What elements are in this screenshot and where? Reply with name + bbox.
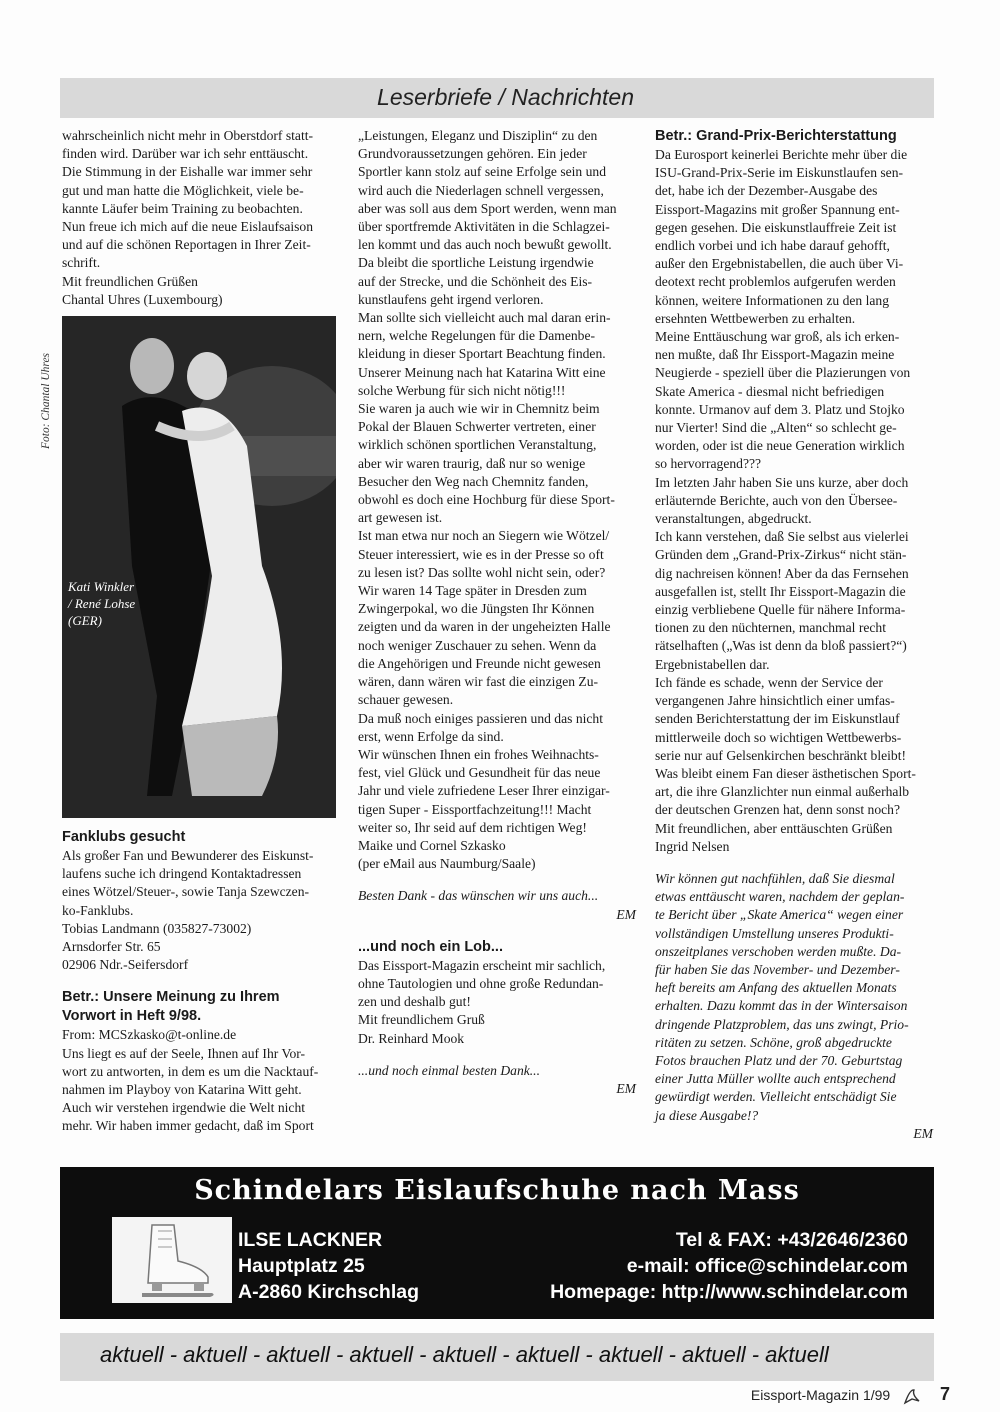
- text-line: erst, wenn Erfolge da sind.: [358, 728, 504, 744]
- editor-signature: EM: [616, 1080, 636, 1096]
- text-line: nern, welche Regelungen für die Damenbe-: [358, 328, 596, 344]
- text-line: zu lesen ist? Das sollte wohl nicht sein, oder?: [358, 564, 606, 580]
- ad-title: Schindelars Eislaufschuhe nach Mass: [194, 1175, 800, 1206]
- column-1: [62, 127, 337, 309]
- text-line: len kommt und das auch noch bewußt gewollt.: [358, 237, 612, 253]
- text-line: Ich kann verstehen, daß Sie selbst aus vielerlei: [655, 529, 909, 545]
- text-line: kannte Läufer beim Training zu beobachten.: [62, 200, 303, 216]
- text-line: ritäten zu setzen. Schöne, groß abgedruckte: [655, 1034, 892, 1050]
- text-line: Steuer interessiert, wie es in der Presse so oft: [358, 546, 604, 562]
- text-line: art, die ihre Glanzlichter nun einmal außerhalb: [655, 784, 910, 800]
- text-line: Man sollte sich vielleicht auch mal daran erin-: [358, 310, 611, 326]
- text-line: mehr. Wir haben immer gedacht, daß im Sport: [62, 1118, 314, 1134]
- photo-credit: Foto: Chantal Uhres: [40, 352, 52, 449]
- text-line: aber wir waren traurig, daß nur so wenige: [358, 455, 586, 471]
- text-line: ISU-Grand-Prix-Serie im Eiskunstlaufen sen-: [655, 165, 904, 181]
- text-line: Sportler kann stolz auf seine Erfolge sein und: [358, 164, 607, 180]
- text-line: Skate America - diesmal nicht befriedigen: [655, 383, 885, 399]
- ad-contact: [550, 1227, 908, 1305]
- text-line: Mit freundlichen Grüßen: [62, 273, 198, 289]
- news-ticker-bar: [60, 1333, 934, 1381]
- text-line: finden wird. Darüber war ich sehr enttäuscht.: [62, 146, 309, 162]
- text-line: Meine Enttäuschung war groß, als ich erken-: [655, 329, 900, 345]
- text-line: gut und man hatte die Möglichkeit, viele be-: [62, 182, 304, 198]
- text-line: Dr. Reinhard Mook: [358, 1030, 465, 1046]
- text-line: etwas enttäuscht waren, nachdem der geplan-: [655, 889, 905, 905]
- skater-logo-icon: [902, 1387, 922, 1405]
- text-line: Fotos brauchen Platz und der 70. Geburtstag: [655, 1052, 903, 1068]
- text-line: über sportfremde Aktivitäten in die Schlagzei-: [358, 219, 610, 235]
- text-line: Wir können gut nachfühlen, daß Sie diesmal: [655, 870, 895, 886]
- text-line: Arnsdorfer Str. 65: [62, 939, 161, 955]
- text-line: die Angehörigen und Freunde nicht gewesen: [358, 655, 601, 671]
- column-3: [655, 127, 933, 1143]
- text-line: (per eMail aus Naumburg/Saale): [358, 856, 536, 872]
- text-line: ohne Tautologien und ohne große Redundan-: [358, 975, 604, 991]
- photo-caption: Kati Winkler / René Lohse (GER): [68, 579, 136, 628]
- text-line: Neugierde - speziell über die Plazierungen von: [655, 365, 911, 381]
- meinung-heading: Vorwort in Heft 9/98.: [62, 1008, 202, 1025]
- text-line: Wir waren 14 Tage später in Dresden zum: [358, 583, 587, 599]
- text-line: senden Berichterstattung der im Eiskunstlauf: [655, 711, 900, 727]
- photo-illustration: [62, 316, 336, 818]
- text-line: tigen Super - Eissportfachzeitung!!! Macht: [358, 801, 592, 817]
- text-line: außer den Ergebnistabellen, die auch über Vi-: [655, 256, 904, 272]
- text-line: endlich vorbei und ich habe darauf gehofft,: [655, 238, 890, 254]
- text-line: Sie waren ja auch wie wir in Chemnitz beim: [358, 401, 600, 417]
- ice-skate-icon: [112, 1217, 232, 1303]
- text-line: veranstaltungen, abgedruckt.: [655, 511, 812, 527]
- text-line: Unserer Meinung nach hat Katarina Witt eine: [358, 364, 606, 380]
- text-line: Ingrid Nelsen: [655, 838, 730, 854]
- text-line: kunstlaufens geht irgend verloren.: [358, 291, 544, 307]
- text-line: nahmen im Playboy von Katarina Witt geht.: [62, 1082, 302, 1098]
- text-line: schauer gewesen.: [358, 692, 454, 708]
- text-line: für haben Sie das November- und Dezember-: [655, 961, 900, 977]
- text-line: Im letzten Jahr haben Sie uns kurze, aber doch: [655, 474, 909, 490]
- text-line: können, weitere Informationen zu den lang: [655, 292, 890, 308]
- text-line: onszeitplanes verschoben werden mußte. Da-: [655, 943, 902, 959]
- text-line: Nun freue ich mich auf die neue Eislaufsaison: [62, 219, 314, 235]
- text-line: laufens suche ich dringend Kontaktadressen: [62, 866, 302, 882]
- editor-signature: EM: [616, 906, 636, 922]
- text-line: erhalten. Dazu kommt das in der Wintersaison: [655, 998, 908, 1014]
- text-line: wirklich schönen sportlichen Veranstaltung,: [358, 437, 597, 453]
- text-line: vollständigen Umstellung unseres Produkti-: [655, 925, 894, 941]
- text-line: der deutschen Grenzen hat, denn sonst noch?: [655, 802, 900, 818]
- fanklubs-heading: Fanklubs gesucht: [62, 829, 186, 845]
- text-line: auf der Strecke, und die Schönheit des Eis-: [358, 273, 593, 289]
- text-line: Tobias Landmann (035827-73002): [62, 920, 252, 936]
- text-line: Ich fände es schade, wenn der Service der: [655, 674, 883, 690]
- text-line: kleidung in dieser Sportart Beachtung finden.: [358, 346, 606, 362]
- text-line: weiter so, Ihr seid auf dem richtigen Weg!: [358, 819, 587, 835]
- text-line: heft bereits am Anfang des aktuellen Monats: [655, 980, 897, 996]
- text-line: so hervorragend???: [655, 456, 762, 472]
- grand-prix-heading: Betr.: Grand-Prix-Berichterstattung: [655, 128, 897, 144]
- page-number: 7: [939, 1384, 950, 1404]
- text-line: fest, viel Glück und Gesundheit für das neue: [358, 765, 601, 781]
- text-line: obwohl es doch eine Hochburg für diese Sport-: [358, 492, 615, 508]
- text-line: Was bleibt einem Fan dieser ästhetischen Sport-: [655, 765, 916, 781]
- editor-signature: EM: [913, 1125, 933, 1141]
- text-line: wären, dann wären wir fast die einzigen Zu-: [358, 674, 599, 690]
- text-line: Maike und Cornel Szkasko: [358, 837, 506, 853]
- text-line: mittlerweile doch so wichtigen Wettbewerbs-: [655, 729, 902, 745]
- text-line: Grundvoraussetzungen gehören. Ein jeder: [358, 146, 587, 162]
- meinung-heading: Betr.: Unsere Meinung zu Ihrem: [62, 989, 280, 1006]
- ad-phone: Tel & FAX: +43/2646/2360: [675, 1229, 908, 1251]
- text-line: art gewesen ist.: [358, 510, 443, 526]
- text-line: dringende Platzproblem, das uns zwingt, Prio-: [655, 1016, 909, 1032]
- ice-skate-image: [112, 1217, 232, 1303]
- text-line: ersehnten Wettbewerben zu erhalten.: [655, 310, 856, 326]
- text-line: Eissport-Magazins mit großer Spannung ent-: [655, 201, 900, 217]
- text-line: Wir wünschen Ihnen ein frohes Weihnachts-: [358, 746, 599, 762]
- text-line: deotext recht problemlos aufgerufen werden: [655, 274, 896, 290]
- text-line: Zwingerpokal, wo die Jüngsten Ihr Können: [358, 601, 595, 617]
- text-line: 02906 Ndr.-Seifersdorf: [62, 957, 189, 973]
- ad-homepage-link[interactable]: Homepage: http://www.schindelar.com: [550, 1281, 908, 1303]
- text-line: zeigten und da waren in der ungeheizten Halle: [358, 619, 611, 635]
- text-line: gegen gesehen. Die eiskunstlauffreie Zeit ist: [655, 219, 897, 235]
- page-footer: [751, 1384, 950, 1405]
- text-line: From: MCSzkasko@t-online.de: [62, 1027, 237, 1043]
- text-line: dig nachreisen können! Aber da das Fernsehen: [655, 565, 909, 581]
- text-line: Jahr und viele zufriedene Leser Ihrer einzigar-: [358, 783, 610, 799]
- text-line: wahrscheinlich nicht mehr in Oberstdorf statt-: [62, 128, 314, 143]
- ad-address: ILSE LACKNER Hauptplatz 25 A-2860 Kirchschlag: [238, 1229, 419, 1303]
- letter-szkasko: [358, 127, 636, 873]
- editor-reply: [655, 870, 933, 1125]
- letter-uhres-text: [62, 127, 337, 309]
- text-line: worden, oder ist die neue Generation wirklich: [655, 438, 905, 454]
- text-line: und auf die schönen Reportagen in Ihrer Zeit-: [62, 237, 311, 253]
- text-line: gewürdigt werden. Vielleicht entschädigt Sie: [655, 1089, 897, 1105]
- text-line: Gründen dem „Grand-Prix-Zirkus“ nicht stän-: [655, 547, 907, 563]
- text-line: Ergebnistabellen dar.: [655, 656, 770, 672]
- text-line: einzig verbliebene Quelle für nähere Informa-: [655, 602, 906, 618]
- column-2: [358, 127, 636, 1098]
- text-line: Da Eurosport keinerlei Berichte mehr über die: [655, 147, 908, 162]
- text-line: zen und deshalb gut!: [358, 994, 471, 1010]
- text-line: Da muß noch einiges passieren und das nicht: [358, 710, 604, 726]
- column-1-lower: [62, 828, 337, 1136]
- text-line: Die Stimmung in der Eishalle war immer sehr: [62, 164, 313, 180]
- text-line: Chantal Uhres (Luxembourg): [62, 291, 223, 307]
- editor-reply: ...und noch einmal besten Dank...: [358, 1062, 540, 1078]
- advertisement: [60, 1167, 934, 1319]
- lob-heading: ...und noch ein Lob...: [358, 938, 503, 955]
- magazine-name: Eissport-Magazin 1/99: [750, 1387, 891, 1403]
- text-line: vergangenen Jahre hinsichtlich einer umfas-: [655, 693, 895, 709]
- text-line: wird auch die Niederlagen schnell vergessen,: [358, 182, 604, 198]
- text-line: aber was soll aus dem Sport werden, wenn man: [358, 200, 617, 216]
- skating-pair-photo: [62, 316, 336, 818]
- text-line: tionen zu den nüchternen, manchmal recht: [655, 620, 887, 636]
- text-line: „Leistungen, Eleganz und Disziplin“ zu den: [358, 128, 598, 143]
- text-line: wort zu antworten, in dem es um die Nacktauf-: [62, 1063, 319, 1079]
- text-line: nen mußte, daß Ihr Eissport-Magazin meine: [655, 347, 895, 363]
- text-line: erläuternde Berichte, auch von den Übersee-: [655, 492, 898, 508]
- text-line: Mit freundlichen, aber enttäuschten Grüßen: [655, 820, 893, 836]
- text-line: schrift.: [62, 255, 101, 271]
- text-line: Pokal der Blauen Schwerter vertreten, einer: [358, 419, 596, 435]
- text-line: Als großer Fan und Bewunderer des Eiskunst-: [62, 848, 314, 863]
- text-line: Das Eissport-Magazin erscheint mir sachlich,: [358, 957, 606, 973]
- letter-nelsen: [655, 146, 933, 856]
- text-line: ja diese Ausgabe!?: [655, 1107, 759, 1123]
- text-line: solche Werbung für sich nicht nötig!!!: [358, 382, 566, 398]
- text-line: serie nur auf Gelsenkirchen beschränkt bleibt!: [655, 747, 907, 763]
- text-line: noch weniger Zuschauer zu sehen. Wenn da: [358, 637, 597, 653]
- ticker-text: aktuell - aktuell - aktuell - aktuell - aktuell - aktuell - aktuell - aktuell - aktuell: [100, 1342, 829, 1367]
- text-line: Mit freundlichem Gruß: [358, 1012, 485, 1028]
- ad-email-link[interactable]: e-mail: office@schindelar.com: [626, 1255, 908, 1277]
- section-title: Leserbriefe / Nachrichten: [377, 84, 634, 110]
- text-line: Besucher den Weg nach Chemnitz fanden,: [358, 473, 589, 489]
- text-line: rätselhaften („Was ist denn da bloß passiert?“): [655, 638, 907, 654]
- text-line: det, habe ich der Dezember-Ausgabe des: [655, 183, 878, 199]
- text-line: nur Vierter! Sind die „Alten“ so schlecht ge-: [655, 420, 897, 436]
- text-line: einer Jutta Müller wollte auch entsprechend: [655, 1071, 896, 1087]
- text-line: te Bericht über „Skate America“ wegen einer: [655, 907, 904, 923]
- text-line: Uns liegt es auf der Seele, Ihnen auf Ihr Vor-: [62, 1045, 306, 1061]
- editor-reply: Besten Dank - das wünschen wir uns auch...: [358, 888, 599, 904]
- text-line: eines Wötzel/Steuer-, sowie Tanja Szewczen-: [62, 884, 310, 900]
- text-line: Da bleibt die sportliche Leistung irgendwie: [358, 255, 594, 271]
- text-line: ausgefallen ist, stellt Ihr Eissport-Magazin die: [655, 583, 906, 599]
- text-line: konnte. Urmanov auf dem 3. Platz und Stojko: [655, 401, 905, 417]
- text-line: ko-Fanklubs.: [62, 902, 134, 918]
- text-line: Ist man etwa nur noch an Siegern wie Wötzel/: [358, 528, 610, 544]
- text-line: Auch wir verstehen irgendwie die Welt nicht: [62, 1100, 306, 1116]
- section-header: [60, 78, 934, 118]
